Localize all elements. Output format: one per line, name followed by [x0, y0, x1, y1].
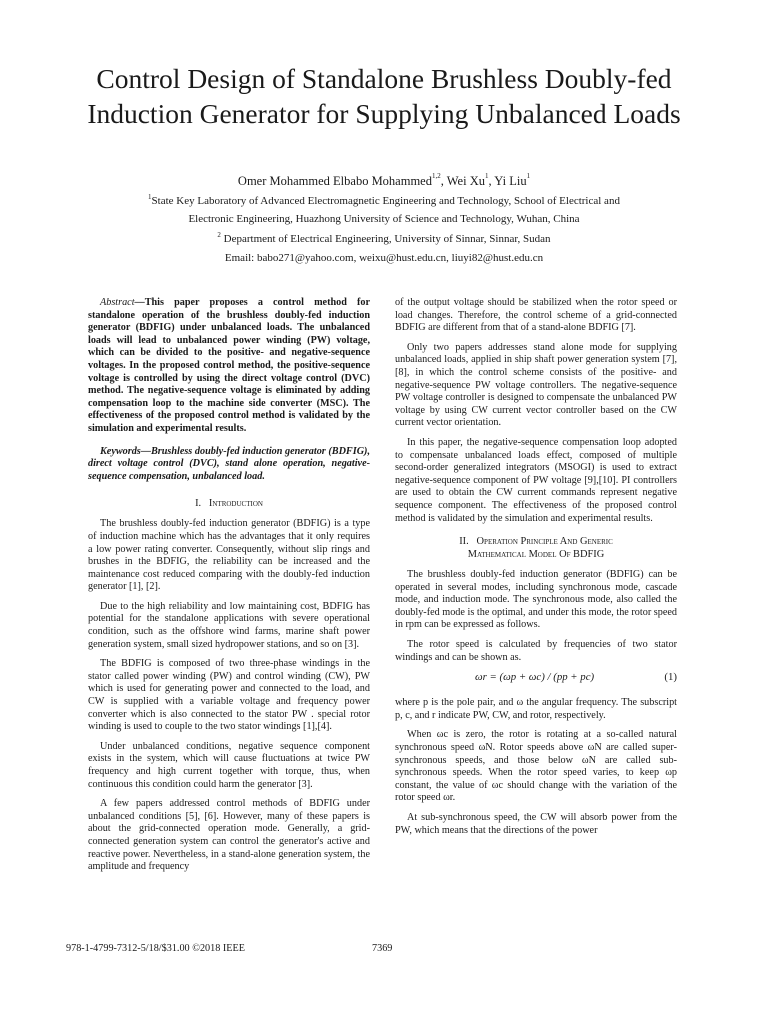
- intro-paragraph-1: The brushless doubly-fed induction generator (BDFIG) is a type of induction machine which has the advantages that it only requires a low power rating converter. Consequently, without slip rings and brushes in the BDFIG, the reliability can be increased and the maintenance cost reduced comparing with the doubly-fed induction generator [1], [2].: [88, 518, 370, 593]
- abstract-label: Abstract: [100, 297, 135, 308]
- affiliation-text: Department of Electrical Engineering, University of Sinnar, Sinnar, Sudan: [220, 233, 551, 245]
- author-name: , Wei Xu: [440, 174, 485, 188]
- paper-title: Control Design of Standalone Brushless Doubly-fed Induction Generator for Supplying Unbalanced Loads: [87, 63, 681, 129]
- section2-paragraph-1: The brushless doubly-fed induction generator (BDFIG) can be operated in several modes, including synchronous mode, cascade mode, and induction mode. The synchronous mode, also called the doubly-fed mode is the optimal, and under this mode, the rotor speed in rpm can be expressed as follows.: [395, 569, 677, 631]
- affiliation-1-line-1: [0, 195, 768, 207]
- section2-paragraph-2: The rotor speed is calculated by frequencies of two stator windings and can be shown as.: [395, 639, 677, 663]
- intro-paragraph-4: Under unbalanced conditions, negative sequence component exists in the system, which will cause fluctuations at twice PW frequency and high current together with torque, thus, when continuous this condition could harm the generator [3].: [88, 740, 370, 790]
- affil-mark: 1: [148, 193, 152, 201]
- abstract-dash: —: [134, 297, 145, 308]
- section2-paragraph-3: where p is the pole pair, and ω the angular frequency. The subscript p, c, and r indicate PW, CW, and rotor, respectively.: [395, 697, 677, 721]
- section-number: I.: [195, 498, 202, 510]
- intro-paragraph-2: Due to the high reliability and low maintaining cost, BDFIG has potential for the standalone applications with severe operational condition, such as the offshore wind farms, marine shaft power generation system, small sized hydropower stations, and so on [3].: [88, 600, 370, 650]
- author-affil-mark: 1: [526, 172, 531, 180]
- author-name: Omer Mohammed Elbabo Mohammed: [237, 174, 432, 188]
- left-column: [88, 297, 370, 881]
- email-line: Email: babo271@yahoo.com, weixu@hust.edu.cn, liuyi82@hust.edu.cn: [224, 252, 544, 264]
- keywords-label: Keywords: [100, 445, 141, 457]
- abstract: [88, 297, 370, 436]
- author-line: [0, 174, 768, 189]
- section2-paragraph-4: When ωc is zero, the rotor is rotating at a so-called natural synchronous speed ωN. Rotor speeds above ωN are called super-synchronous speeds, and those below ωN are called sub-synchronous speeds. When the rotor speed varies, to keep ωp constant, the value of ωc should change with the variation of the rotor speed ωr.: [395, 729, 677, 804]
- abstract-text: This paper proposes a control method for standalone operation of the brushless doubly-fed induction generator (BDFIG) under unbalanced loads. The unbalanced loads will lead to unbalanced power winding (PW) voltage, which can be divided to the positive- and negative-sequence voltages. In the proposed control method, the positive-sequence voltage is controlled by using the direct voltage control (DVC) method. The negative-sequence voltage is eliminated by adding compensation loop to the machine side converter (MSC). The effectiveness of the proposed control method is validated by the simulation and experimental results.: [88, 297, 370, 434]
- copyright-footer: 978-1-4799-7312-5/18/$31.00 ©2018 IEEE: [66, 943, 245, 954]
- equation-1: [395, 671, 677, 687]
- section-title: Introduction: [208, 498, 263, 510]
- right-column: [395, 297, 677, 844]
- author-affil-mark: 1: [484, 172, 489, 180]
- affiliation-2: [0, 233, 768, 245]
- page-number: 7369: [372, 943, 393, 954]
- section-heading-introduction: [88, 497, 370, 510]
- equation-number: (1): [664, 671, 677, 684]
- keywords-text: —Brushless doubly-fed induction generator (BDFIG), direct voltage control (DVC), stand alone operation, negative-sequence compensation, unbalanced load.: [88, 445, 370, 482]
- intro-paragraph-7: In this paper, the negative-sequence compensation loop adopted to compensate unbalanced loads effect, composed of multiple second-order generalized integrators (MSOGI) is used to extract negative-sequence component of PW voltage [9],[10]. PI controllers are used to obtain the CW current commands represent negative sequence component. The effectiveness of the proposed control method is validated by the simulation and experimental results.: [395, 436, 677, 524]
- equation-expression: ωr = (ωp + ωc) / (pp + pc): [475, 671, 595, 684]
- section-number: II.: [459, 536, 469, 548]
- intro-paragraph-3: The BDFIG is composed of two three-phase windings in the stator called power winding (PW) and control winding (CW), PW which is used for generating power and connected to the load, and CW is supplied with a variable voltage and frequency power converter which is also connected to the stator PW . special rotor winding is used to couple to the two stator windings [1],[4].: [88, 658, 370, 733]
- section-title-line-1: Operation Principle And Generic: [476, 536, 613, 548]
- intro-paragraph-5: A few papers addressed control methods of BDFIG under unbalanced conditions [5], [6]. However, many of these papers is about the grid-connected operation mode. Generally, a grid-connected generation system can control the generator's active and reactive power. Nevertheless, in a stand-alone generation system, the amplitude and frequency: [88, 798, 370, 873]
- section2-paragraph-5: At sub-synchronous speed, the CW will absorb power from the PW, which means that the directions of the power: [395, 812, 677, 836]
- affiliation-text: State Key Laboratory of Advanced Electromagnetic Engineering and Technology, School of Electrical and: [151, 195, 620, 207]
- author-affil-mark: 1,2: [431, 172, 441, 180]
- section-heading-operation-principle: [395, 535, 677, 561]
- section-title-line-2: Mathematical Model Of BDFIG: [467, 549, 605, 561]
- intro-paragraph-6: Only two papers addresses stand alone mode for supplying unbalanced loads, applied in ship shaft power generation system [7],[8], in which the control scheme consists of the positive- and negative-sequence PW voltage controllers. The negative-sequence PW voltage controller is designed to compensate the unbalanced PW voltage by using CW current vector controller based on the CW current vector orientation.: [395, 341, 677, 429]
- author-name: , Yi Liu: [488, 174, 527, 188]
- intro-paragraph-5-continued: of the output voltage should be stabilized when the rotor speed or load changes. Therefore, the control scheme of a grid-connected BDFIG are different from that of a stand-alone BDFIG [7].: [395, 297, 677, 334]
- affiliation-1-line-2: Electronic Engineering, Huazhong University of Science and Technology, Wuhan, China: [188, 213, 580, 225]
- keywords: [88, 446, 370, 484]
- affil-mark: 2: [217, 231, 221, 239]
